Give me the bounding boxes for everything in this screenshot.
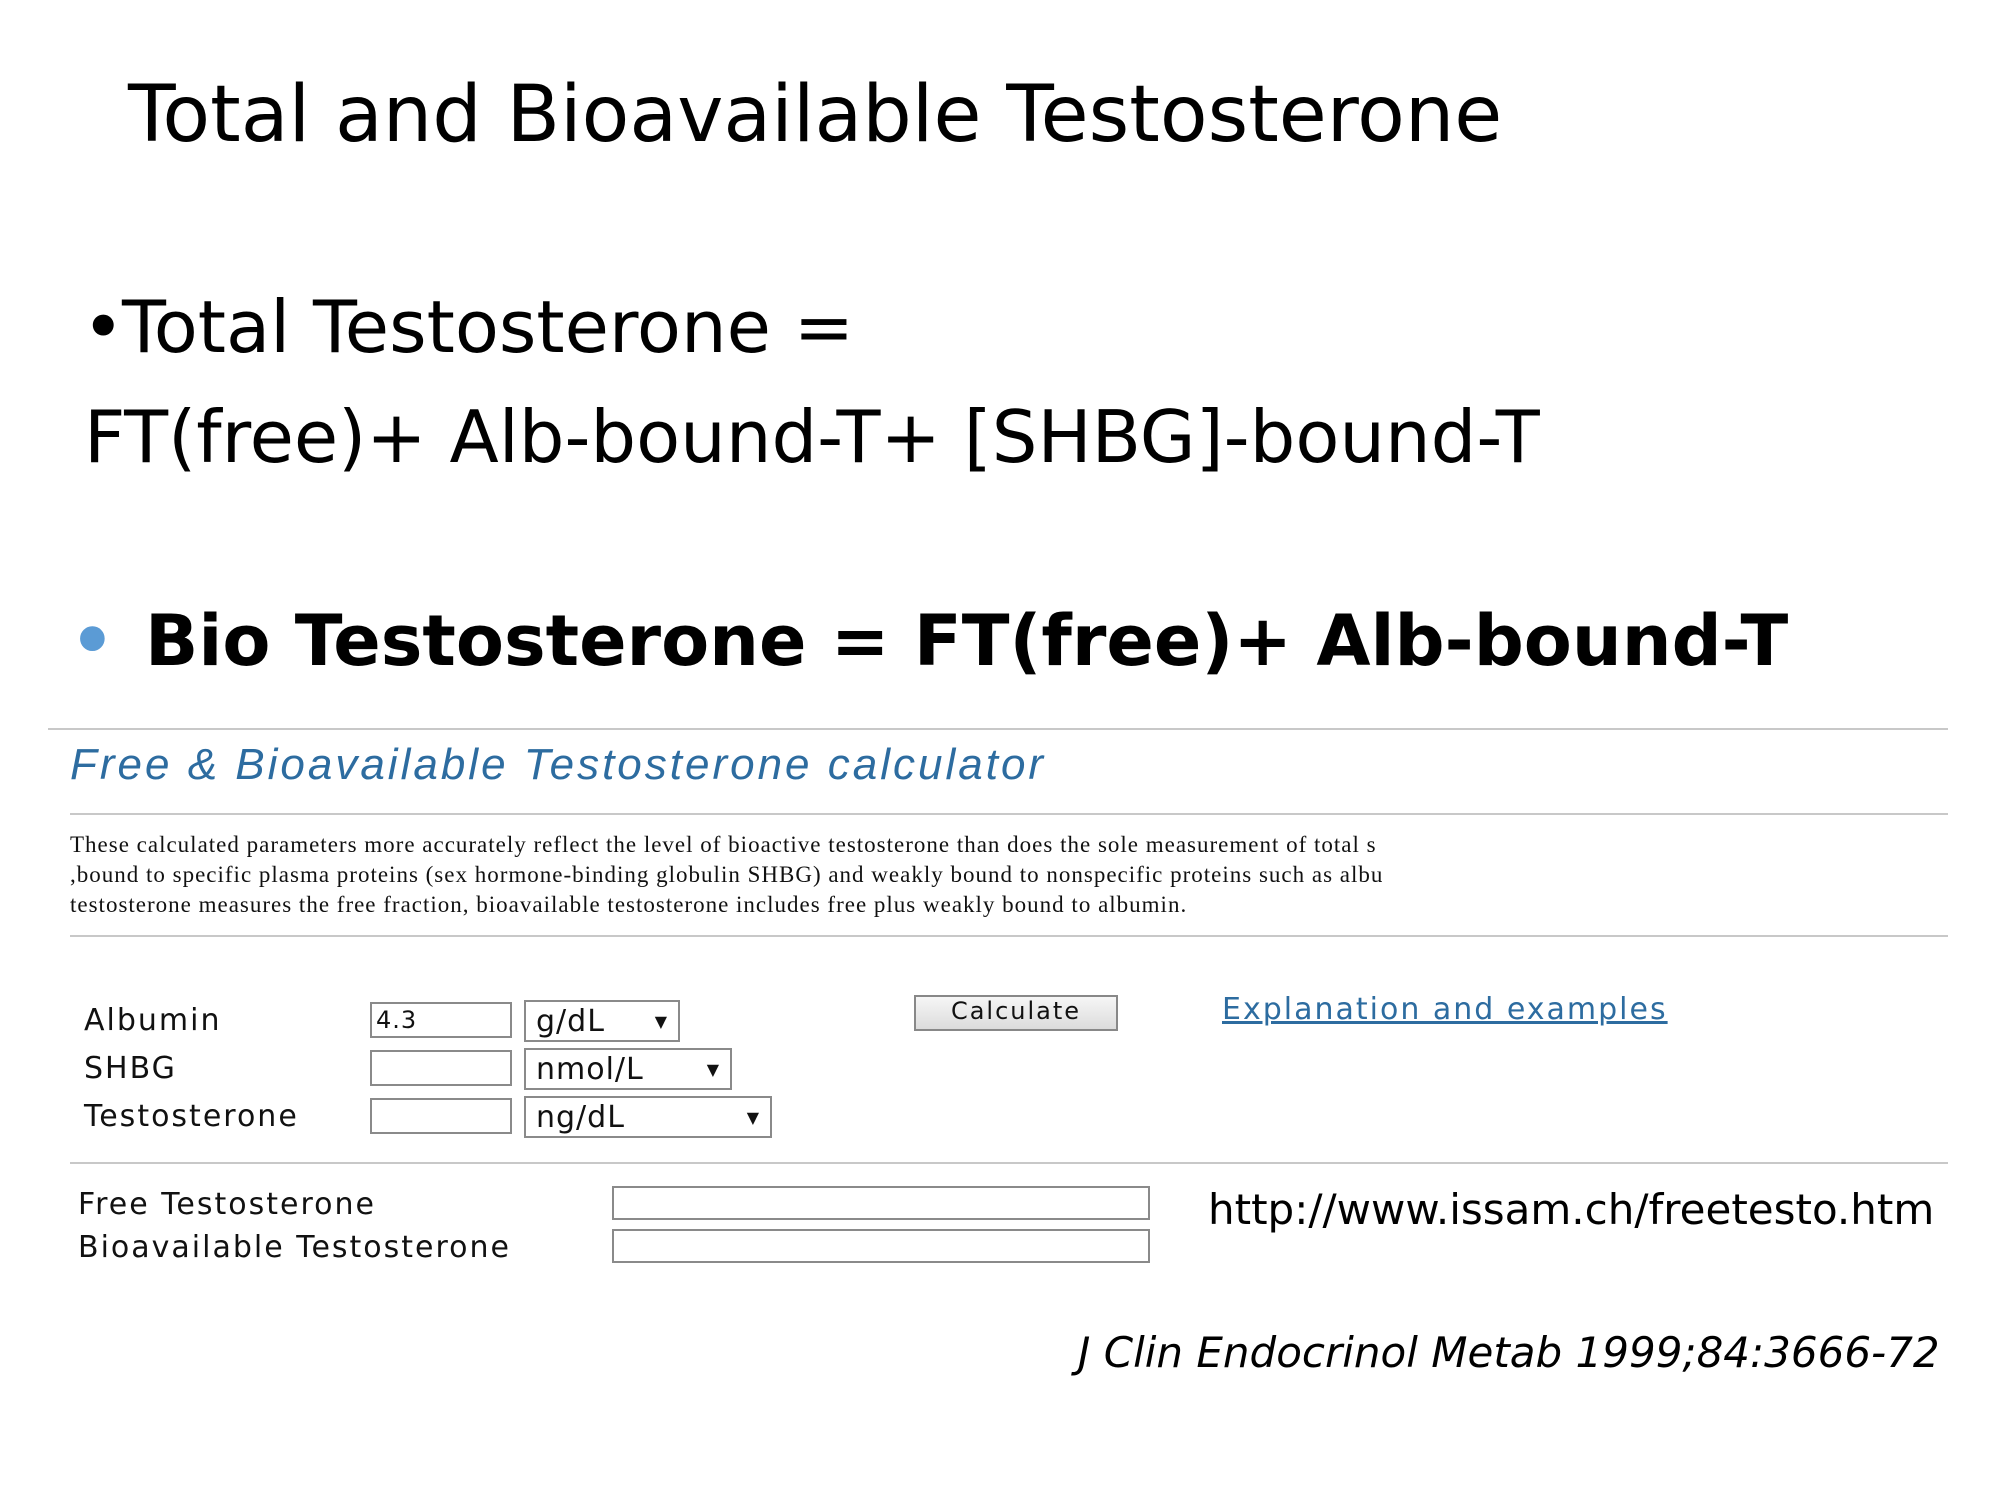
- source-url: http://www.issam.ch/freetesto.htm: [1208, 1185, 1935, 1234]
- divider-results: [70, 1162, 1948, 1164]
- calculate-button[interactable]: Calculate: [914, 995, 1118, 1031]
- divider-description: [70, 935, 1948, 937]
- shbg-unit-value: nmol/L: [536, 1051, 644, 1087]
- shbg-input[interactable]: [370, 1050, 512, 1086]
- calculator-title: Free & Bioavailable Testosterone calculator: [70, 740, 1047, 789]
- bullet-bio-testosterone: [70, 600, 1788, 682]
- free-testosterone-label: Free Testosterone: [78, 1187, 376, 1222]
- bullet-total-testosterone: [82, 285, 854, 369]
- bioavailable-testosterone-label: Bioavailable Testosterone: [78, 1230, 511, 1265]
- bullet-text: Bio Testosterone = FT(free)+ Alb-bound-T: [145, 600, 1789, 682]
- albumin-unit-select[interactable]: [524, 1000, 680, 1042]
- testosterone-unit-select[interactable]: [524, 1096, 772, 1138]
- divider-top: [48, 728, 1948, 730]
- explanation-link[interactable]: Explanation and examples: [1222, 992, 1668, 1027]
- testosterone-input[interactable]: [370, 1098, 512, 1134]
- testosterone-label: Testosterone: [84, 1099, 299, 1134]
- bioavailable-testosterone-output[interactable]: [612, 1229, 1150, 1263]
- bullet-text: Total Testosterone =: [122, 285, 855, 369]
- bullet-marker: •: [70, 600, 115, 682]
- albumin-unit-value: g/dL: [536, 1003, 605, 1039]
- bullet-marker: •: [82, 285, 125, 369]
- description-line: testosterone measures the free fraction, bioavailable testosterone includes free plus weakly bound to albumin.: [70, 892, 1188, 917]
- dropdown-arrow-icon: ▼: [706, 1059, 720, 1079]
- description-line: ,bound to specific plasma proteins (sex hormone-binding globulin SHBG) and weakly bound to nonspecific proteins such as albu: [70, 862, 1384, 887]
- dropdown-arrow-icon: ▼: [746, 1107, 760, 1127]
- shbg-label: SHBG: [84, 1051, 177, 1086]
- total-testosterone-formula: FT(free)+ Alb-bound-T+ [SHBG]-bound-T: [84, 395, 1540, 479]
- divider-title: [70, 813, 1948, 815]
- testosterone-unit-value: ng/dL: [536, 1099, 625, 1135]
- dropdown-arrow-icon: ▼: [654, 1011, 668, 1031]
- albumin-input[interactable]: 4.3: [370, 1002, 512, 1038]
- description-line: These calculated parameters more accurately reflect the level of bioactive testosterone than does the sole measurement of total s: [70, 832, 1377, 857]
- free-testosterone-output[interactable]: [612, 1186, 1150, 1220]
- journal-citation: J Clin Endocrinol Metab 1999;84:3666-72: [1078, 1328, 1940, 1377]
- shbg-unit-select[interactable]: [524, 1048, 732, 1090]
- calculator-description: [70, 830, 1950, 920]
- albumin-label: Albumin: [84, 1003, 222, 1038]
- slide-title: Total and Bioavailable Testosterone: [128, 70, 1503, 160]
